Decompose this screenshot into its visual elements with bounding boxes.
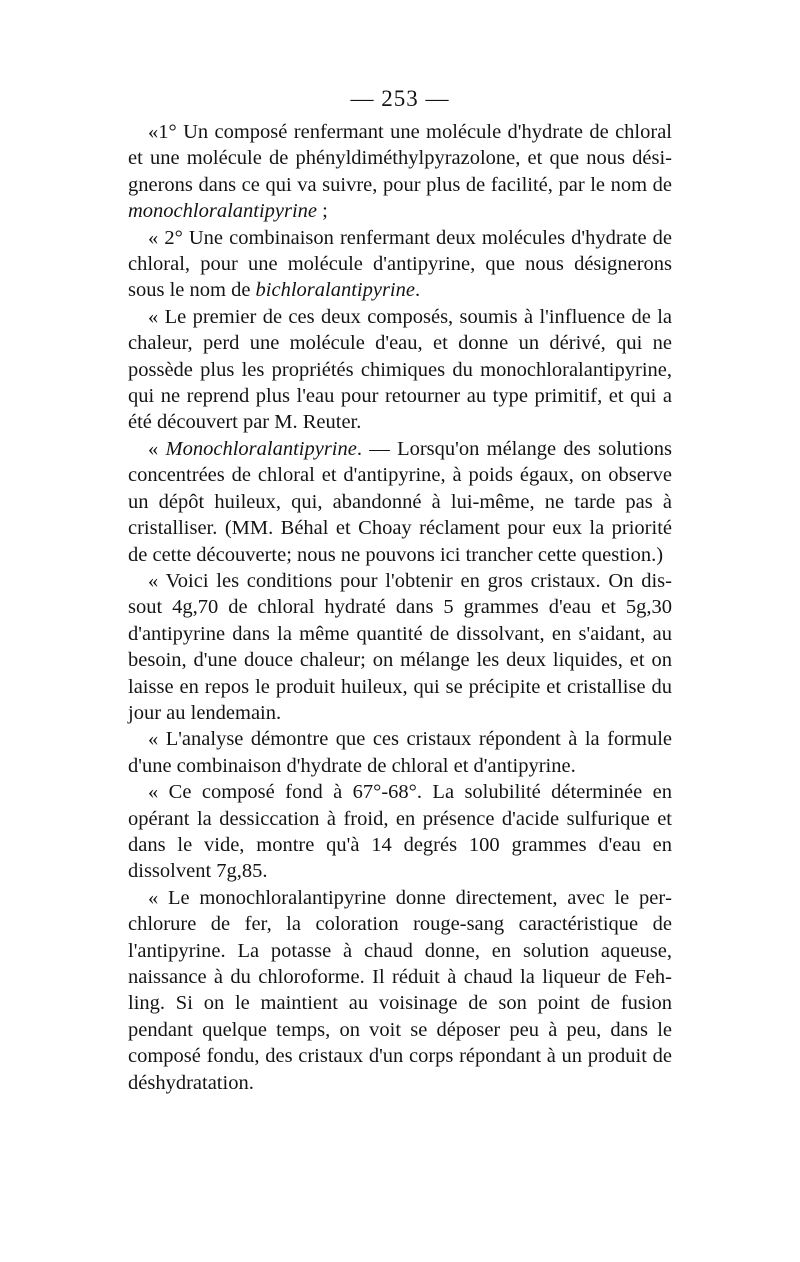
paragraph-4 bbox=[128, 436, 672, 568]
paragraph-1-text: «1° Un composé renfermant une molécule d'hydrate de chloral et une molécule de phényldiméthylpyrazolone, et que nous désignerons dans ce qui va suivre, pour plus de facilité, par le nom de bbox=[128, 121, 672, 196]
paragraph-5 bbox=[128, 568, 672, 726]
paragraph-6-text: « L'analyse démontre que ces cristaux répondent à la formule d'une combinaison d'hydrate de chloral et d'antipyrine. bbox=[128, 728, 672, 777]
paragraph-2-italic-term: bichloralantipyrine bbox=[255, 279, 415, 302]
paragraph-1-end: ; bbox=[317, 200, 328, 223]
paragraph-8 bbox=[128, 885, 672, 1096]
page-number: — 253 — bbox=[350, 86, 450, 111]
paragraph-4-text: « bbox=[148, 437, 166, 460]
paragraph-1 bbox=[128, 119, 672, 225]
paragraph-7 bbox=[128, 779, 672, 885]
paragraph-5-text: « Voici les conditions pour l'obtenir en gros cristaux. On dissout 4g,70 de chloral hydraté dans 5 grammes d'eau et 5g,30 d'antipyrine dans la même quantité de dissolvant, en s'aidant, au besoin, d'une douce chaleur; on mélange les deux liquides, et on laisse en repos le produit huileux, qui se précipite et cristallise du jour au lendemain. bbox=[128, 569, 672, 724]
paragraph-2-end: . bbox=[414, 279, 421, 302]
paragraph-1-italic-term: monochloralantipyrine bbox=[128, 200, 318, 223]
body-text bbox=[128, 119, 672, 1096]
paragraph-3-text: « Le premier de ces deux composés, soumis à l'influence de la chaleur, perd une molécule d'eau, et donne un dérivé, qui ne possède plus les propriétés chimiques du monochloralantipyrine, qui ne reprend plus l'eau pour retourner au type primitif, et qui a été découvert par M. Reuter. bbox=[128, 305, 672, 434]
paragraph-8-text: « Le monochloralantipyrine donne directement, avec le perchlorure de fer, la coloration rouge-sang caractéristique de l'antipyrine. La potasse à chaud donne, en solution aqueuse, naissance à du chloroforme. Il réduit à chaud la liqueur de Fehling. Si on le maintient au voisinage de son point de fusion pendant quelque temps, on voit se déposer peu à peu, dans le composé fondu, des cristaux d'un corps répondant à un produit de déshydratation. bbox=[128, 886, 672, 1094]
paragraph-2-text: « 2° Une combinaison renfermant deux molécules d'hydrate de chloral, pour une molécule d'antipyrine, que nous désignerons sous le nom de bbox=[128, 226, 672, 302]
paragraph-4-end: . — Lorsqu'on mélange des solutions concentrées de chloral et d'antipyrine, à poids égaux, on observe un dépôt huileux, qui, abandonné à lui-même, ne tarde pas à cristalliser. (MM. Béhal et Choay réclament pour eux la priorité de cette découverte; nous ne pouvons ici trancher cette question.) bbox=[128, 437, 673, 566]
paragraph-4-italic-term: Monochloralantipyrine bbox=[165, 437, 357, 460]
paragraph-2 bbox=[128, 225, 672, 304]
paragraph-7-text: « Ce composé fond à 67°-68°. La solubilité déterminée en opérant la dessiccation à froid, en présence d'acide sulfurique et dans le vide, montre qu'à 14 degrés 100 grammes d'eau en dissolvent 7g,85. bbox=[128, 781, 672, 883]
paragraph-3 bbox=[128, 304, 672, 436]
paragraph-6 bbox=[128, 726, 672, 779]
